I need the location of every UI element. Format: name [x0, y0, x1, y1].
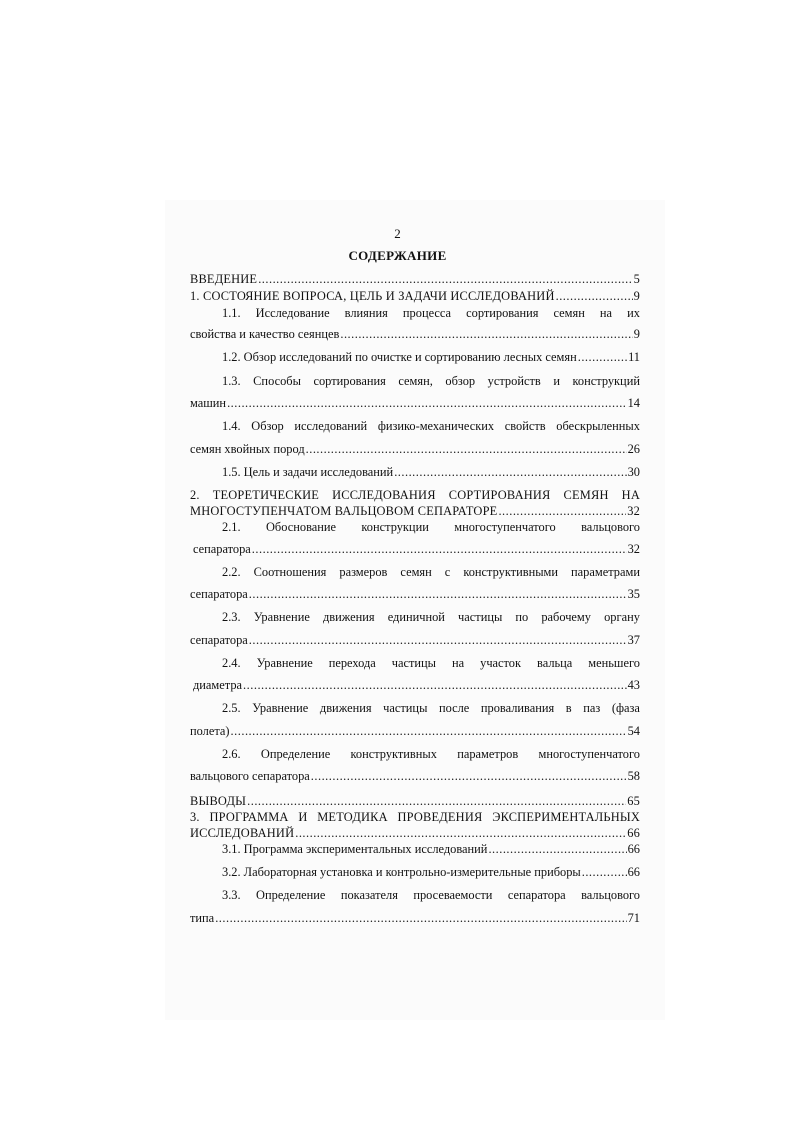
toc-entry-ch2-line1[interactable]: [190, 487, 640, 503]
dot-leader: [498, 503, 626, 519]
toc-entry-s33-line2[interactable]: [190, 910, 640, 926]
toc-s25-words-5: проваливания: [480, 701, 555, 715]
toc-s14-words-3: физико-механических: [377, 419, 495, 433]
toc-s25-words-1: Уравнение: [252, 701, 309, 715]
dot-leader: [578, 349, 627, 365]
toc-s26-words-2: конструктивных: [350, 747, 437, 761]
toc-s11-cont: свойства и качество сеянцев: [190, 327, 340, 341]
toc-s33-words-4: сепаратора: [507, 888, 566, 902]
toc-entry-intro[interactable]: [190, 271, 640, 287]
toc-entry-ch3-line2[interactable]: [190, 825, 640, 841]
page-number: 2: [394, 226, 401, 241]
toc-s24-cont: диаметра: [193, 678, 243, 692]
toc-ch2-words-4: СЕМЯН: [563, 488, 609, 502]
toc-s21-page: 32: [627, 542, 640, 556]
toc-s11-words-0: 1.1.: [222, 306, 241, 320]
toc-s32-text: 3.2. Лабораторная установка и контрольно-измерительные приборы: [222, 865, 581, 879]
toc-s23-words-6: рабочему: [541, 610, 591, 624]
toc-s11-words-1: Исследование: [255, 306, 330, 320]
toc-s13-words-3: семян,: [398, 374, 433, 388]
toc-s13-cont: машин: [190, 396, 227, 410]
toc-entry-s14-line2[interactable]: [190, 441, 640, 457]
toc-entry-s13-line1[interactable]: [190, 373, 640, 389]
toc-s26-words-1: Определение: [260, 747, 331, 761]
toc-s14-words-4: свойств: [504, 419, 546, 433]
toc-ch3-cont: ИССЛЕДОВАНИЙ: [190, 826, 295, 840]
toc-s12-text: 1.2. Обзор исследований по очистке и сортированию лесных семян: [222, 350, 577, 364]
toc-entry-s14-line1[interactable]: [190, 418, 640, 434]
toc-s25-words-8: (фаза: [611, 701, 640, 715]
toc-entry-s24-line1[interactable]: [190, 655, 640, 671]
toc-entry-s23-line1[interactable]: [190, 609, 640, 625]
toc-s23-words-0: 2.3.: [222, 610, 241, 624]
toc-entry-s15[interactable]: [190, 464, 640, 480]
dot-leader: [249, 632, 627, 648]
toc-ch1-text: 1. СОСТОЯНИЕ ВОПРОСА, ЦЕЛЬ И ЗАДАЧИ ИССЛЕДОВАНИЙ: [190, 289, 555, 303]
toc-s24-words-0: 2.4.: [222, 656, 241, 670]
toc-s22-cont: сепаратора: [190, 587, 248, 601]
toc-ch3-page: 66: [627, 826, 640, 840]
toc-intro-text: ВВЕДЕНИЕ: [190, 272, 258, 286]
dot-leader: [227, 395, 627, 411]
toc-s25-cont: полета): [190, 724, 230, 738]
toc-ch3-words-4: ПРОВЕДЕНИЯ: [397, 810, 483, 824]
toc-s26-words-4: многоступенчатого: [538, 747, 640, 761]
toc-s21-words-3: многоступенчатого: [454, 520, 556, 534]
toc-entry-s33-line1[interactable]: [190, 887, 640, 903]
toc-s11-words-3: процесса: [402, 306, 452, 320]
toc-s24-words-5: участок: [480, 656, 522, 670]
toc-s21-words-4: вальцового: [581, 520, 640, 534]
toc-s14-words-2: исследований: [294, 419, 368, 433]
toc-s21-cont: сепаратора: [193, 542, 251, 556]
toc-s25-words-0: 2.5.: [222, 701, 241, 715]
toc-entry-s11-line1[interactable]: [190, 305, 640, 321]
toc-intro-page: 5: [633, 272, 640, 286]
toc-s25-words-7: паз: [583, 701, 601, 715]
toc-s22-words-3: семян: [400, 565, 432, 579]
toc-concl-page: 65: [627, 794, 640, 808]
toc-s23-cont: сепаратора: [190, 633, 248, 647]
toc-s14-words-5: обескрыленных: [556, 419, 640, 433]
dot-leader: [247, 793, 626, 809]
toc-ch3-words-3: МЕТОДИКА: [317, 810, 388, 824]
toc-s13-words-1: Способы: [253, 374, 301, 388]
toc-s25-words-2: движения: [319, 701, 372, 715]
toc-s11-page: 9: [633, 327, 640, 341]
toc-s25-words-6: в: [565, 701, 572, 715]
toc-ch3-words-5: ЭКСПЕРИМЕНТАЛЬНЫХ: [492, 810, 640, 824]
toc-s23-page: 37: [627, 633, 640, 647]
toc-ch2-words-1: ТЕОРЕТИЧЕСКИЕ: [212, 488, 320, 502]
dot-leader: [258, 271, 632, 287]
toc-entry-s26-line2[interactable]: [190, 768, 640, 784]
toc-s32-page: 66: [627, 865, 640, 879]
toc-entry-ch1[interactable]: [190, 288, 640, 304]
toc-s25-words-3: частицы: [383, 701, 428, 715]
toc-ch3-words-1: ПРОГРАММА: [209, 810, 289, 824]
dot-leader: [488, 841, 626, 857]
toc-s23-words-4: частицы: [458, 610, 503, 624]
dot-leader: [252, 541, 627, 557]
toc-entry-s13-line2[interactable]: [190, 395, 640, 411]
dot-leader: [394, 464, 626, 480]
toc-s11-words-5: семян: [553, 306, 585, 320]
toc-s24-words-4: на: [451, 656, 465, 670]
toc-s15-text: 1.5. Цель и задачи исследований: [222, 465, 394, 479]
toc-ch2-page: 32: [627, 504, 640, 518]
toc-s22-words-2: размеров: [339, 565, 388, 579]
toc-s11-words-7: их: [627, 306, 640, 320]
toc-s33-words-2: показателя: [340, 888, 398, 902]
toc-s23-words-7: органу: [604, 610, 640, 624]
toc-s14-cont: семян хвойных пород: [190, 442, 305, 456]
toc-s21-words-0: 2.1.: [222, 520, 241, 534]
toc-s22-words-5: конструктивными: [463, 565, 559, 579]
dot-leader: [306, 441, 627, 457]
toc-s11-words-2: влияния: [344, 306, 388, 320]
toc-s33-words-1: Определение: [256, 888, 326, 902]
dot-leader: [215, 910, 626, 926]
toc-entry-s26-line1[interactable]: [190, 746, 640, 762]
toc-entry-s21-line2[interactable]: [193, 541, 640, 557]
toc-s13-words-2: сортирования: [313, 374, 386, 388]
toc-s23-words-1: Уравнение: [253, 610, 310, 624]
toc-s31-page: 66: [627, 842, 640, 856]
toc-s26-words-0: 2.6.: [222, 747, 241, 761]
toc-s23-words-5: по: [515, 610, 529, 624]
toc-s14-page: 26: [627, 442, 640, 456]
toc-entry-s25-line1[interactable]: [190, 700, 640, 716]
toc-s23-words-2: движения: [322, 610, 375, 624]
toc-s23-words-3: единичной: [387, 610, 445, 624]
toc-entry-s22-line2[interactable]: [190, 586, 640, 602]
toc-s26-words-3: параметров: [457, 747, 519, 761]
page-title: СОДЕРЖАНИЕ: [348, 248, 447, 263]
toc-ch2-words-0: 2.: [190, 488, 200, 502]
toc-ch3-words-2: И: [298, 810, 308, 824]
toc-s22-words-6: параметрами: [571, 565, 640, 579]
toc-s11-words-4: сортирования: [466, 306, 539, 320]
toc-s21-words-2: конструкции: [361, 520, 429, 534]
toc-s33-cont: типа: [190, 911, 215, 925]
toc-s26-page: 58: [627, 769, 640, 783]
toc-concl-text: ВЫВОДЫ: [190, 794, 247, 808]
toc-s24-words-6: вальца: [537, 656, 573, 670]
toc-entry-s24-line2[interactable]: [193, 677, 640, 693]
dot-leader: [295, 825, 626, 841]
toc-s24-words-1: Уравнение: [256, 656, 313, 670]
toc-entry-s31[interactable]: [190, 841, 640, 857]
toc-s13-words-7: конструкций: [572, 374, 640, 388]
toc-s21-words-1: Обоснование: [265, 520, 337, 534]
toc-s13-words-6: и: [553, 374, 560, 388]
toc-s22-words-1: Соотношения: [253, 565, 327, 579]
toc-entry-s21-line1[interactable]: [190, 519, 640, 535]
toc-entry-conclusions[interactable]: [190, 793, 640, 809]
toc-s13-words-0: 1.3.: [222, 374, 241, 388]
dot-leader: [231, 723, 627, 739]
toc-s12-page: 11: [628, 350, 640, 364]
dot-leader: [311, 768, 627, 784]
toc-s26-cont: вальцового сепаратора: [190, 769, 310, 783]
toc-s24-page: 43: [627, 678, 640, 692]
toc-s13-words-4: обзор: [445, 374, 476, 388]
toc-s25-words-4: после: [438, 701, 470, 715]
toc-s15-page: 30: [627, 465, 640, 479]
toc-s13-page: 14: [627, 396, 640, 410]
dot-leader: [249, 586, 627, 602]
toc-s22-page: 35: [627, 587, 640, 601]
toc-entry-s12[interactable]: [190, 349, 640, 365]
toc-ch2-words-2: ИССЛЕДОВАНИЯ: [332, 488, 436, 502]
toc-s33-words-3: просеваемости: [413, 888, 493, 902]
toc-s31-text: 3.1. Программа экспериментальных исследований: [222, 842, 488, 856]
toc-ch1-page: 9: [633, 289, 640, 303]
dot-leader: [582, 864, 627, 880]
toc-s11-words-6: на: [599, 306, 613, 320]
toc-s25-page: 54: [627, 724, 640, 738]
toc-s22-words-4: с: [444, 565, 451, 579]
toc-s33-page: 71: [627, 911, 640, 925]
dot-leader: [340, 326, 632, 342]
toc-s33-words-0: 3.3.: [222, 888, 241, 902]
toc-s22-words-0: 2.2.: [222, 565, 241, 579]
toc-entry-s11-line2[interactable]: [190, 326, 640, 342]
toc-entry-s25-line2[interactable]: [190, 723, 640, 739]
toc-entry-ch3-line1[interactable]: [190, 809, 640, 825]
toc-s14-words-0: 1.4.: [222, 419, 241, 433]
toc-s24-words-2: перехода: [328, 656, 376, 670]
toc-s13-words-5: устройств: [487, 374, 541, 388]
toc-entry-s23-line2[interactable]: [190, 632, 640, 648]
dot-leader: [243, 677, 627, 693]
toc-s24-words-3: частицы: [391, 656, 436, 670]
dot-leader: [556, 288, 633, 304]
toc-ch3-words-0: 3.: [190, 810, 200, 824]
toc-s14-words-1: Обзор: [251, 419, 284, 433]
toc-s33-words-5: вальцового: [581, 888, 640, 902]
toc-ch2-words-3: СОРТИРОВАНИЯ: [448, 488, 551, 502]
toc-ch2-cont: МНОГОСТУПЕНЧАТОМ ВАЛЬЦОВОМ СЕПАРАТОРЕ: [190, 504, 498, 518]
toc-s24-words-7: меньшего: [588, 656, 640, 670]
toc-entry-s22-line1[interactable]: [190, 564, 640, 580]
toc-entry-s32[interactable]: [190, 864, 640, 880]
toc-entry-ch2-line2[interactable]: [190, 503, 640, 519]
toc-ch2-words-5: НА: [621, 488, 640, 502]
